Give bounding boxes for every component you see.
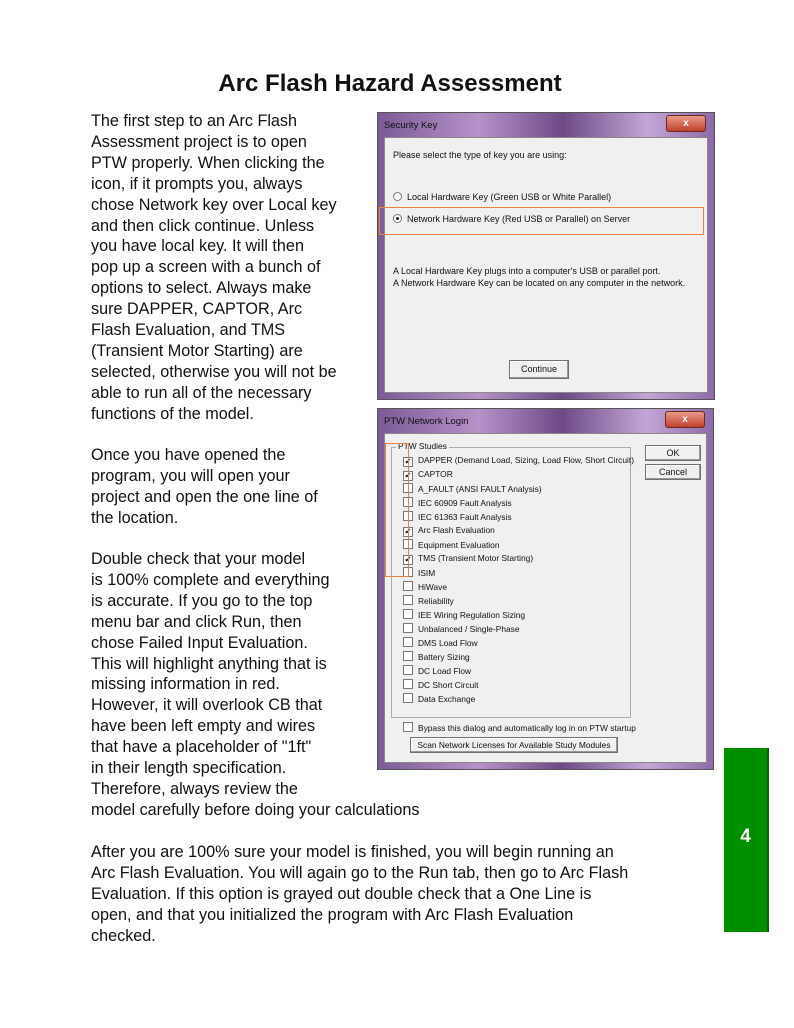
page-number-tab <box>724 748 767 932</box>
checkbox-icon <box>403 637 413 647</box>
page-number: 4 <box>740 826 751 847</box>
text-line: icon, if it prompts you, always <box>91 174 303 193</box>
radio-local-key[interactable] <box>393 192 611 202</box>
text-line: Evaluation. If this option is grayed out double check that a One Line is <box>91 884 592 903</box>
paragraph-intro <box>91 111 337 425</box>
text-line: (Transient Motor Starting) are <box>91 341 303 360</box>
study-checkbox[interactable] <box>403 595 454 606</box>
study-checkbox[interactable] <box>403 623 520 634</box>
text-line: sure DAPPER, CAPTOR, Arc <box>91 300 303 319</box>
text-line: Therefore, always review the <box>91 779 298 798</box>
study-checkbox[interactable] <box>403 581 447 592</box>
study-checkbox[interactable] <box>403 651 470 662</box>
checkbox-label: ISIM <box>418 568 436 578</box>
checkbox-label: Equipment Evaluation <box>418 540 500 550</box>
text-line: missing information in red. <box>91 675 280 694</box>
checkbox-checked-icon: ✔ <box>404 555 412 564</box>
text-line: PTW properly. When clicking the <box>91 153 325 172</box>
text-line: functions of the model. <box>91 404 254 423</box>
checkbox-label: IEC 60909 Fault Analysis <box>418 498 512 508</box>
text-line: you have local key. It will then <box>91 237 304 256</box>
text-line: Arc Flash Evaluation. You will again go to the Run tab, then go to Arc Flash <box>91 863 629 882</box>
study-checkbox[interactable] <box>403 483 542 494</box>
checkbox-label: DMS Load Flow <box>418 638 478 648</box>
checkbox-icon <box>403 665 413 675</box>
text-line: project and open the one line of <box>91 487 318 506</box>
checkbox-icon <box>403 581 413 591</box>
study-checkbox[interactable] <box>403 637 478 648</box>
text-line: Once you have opened the <box>91 446 286 464</box>
checkbox-label: Reliability <box>418 596 454 606</box>
security-key-dialog <box>377 112 715 400</box>
checkbox-label: DC Load Flow <box>418 666 472 676</box>
text-line: have been left empty and wires <box>91 717 316 736</box>
paragraph-open-project <box>91 445 318 529</box>
text-line: After you are 100% sure your model is finished, you will begin running an <box>91 843 614 861</box>
checkbox-label: IEC 61363 Fault Analysis <box>418 512 512 522</box>
study-checkbox[interactable] <box>403 693 475 704</box>
study-checkbox[interactable] <box>403 455 634 467</box>
checkbox-icon <box>403 693 413 703</box>
text-line: pop up a screen with a bunch of <box>91 258 321 277</box>
text-line: chose Failed Input Evaluation. <box>91 633 308 652</box>
close-button[interactable]: x <box>666 115 706 132</box>
study-checkbox[interactable] <box>403 553 533 565</box>
text-line: that have a placeholder of "1ft" <box>91 738 312 757</box>
highlight-box <box>385 443 409 577</box>
prompt-text: Please select the type of key you are using: <box>393 150 567 160</box>
study-checkbox[interactable] <box>403 539 499 550</box>
text-line: Assessment project is to open <box>91 132 307 151</box>
checkbox-label: IEE Wiring Regulation Sizing <box>418 610 526 620</box>
text-line: menu bar and click Run, then <box>91 612 302 631</box>
checkbox-checked-icon: ✔ <box>404 457 412 466</box>
text-line: in their length specification. <box>91 759 287 778</box>
cancel-button[interactable]: Cancel <box>645 464 701 480</box>
text-line: selected, otherwise you will not be <box>91 362 337 381</box>
info-line-2: A Network Hardware Key can be located on any computer in the network. <box>393 278 686 288</box>
study-checkbox[interactable] <box>403 679 479 690</box>
checkbox-label: HiWave <box>418 582 448 592</box>
scan-licenses-button[interactable]: Scan Network Licenses for Available Study Modules <box>410 737 618 753</box>
radio-icon <box>393 192 402 201</box>
text-line: and then click continue. Unless <box>91 216 315 235</box>
checkbox-label: Data Exchange <box>418 694 476 704</box>
text-line: The first step to an Arc Flash <box>91 112 298 130</box>
dialog-title: Security Key <box>384 120 438 131</box>
ptw-network-login-dialog <box>377 408 714 770</box>
text-line: is accurate. If you go to the top <box>91 591 313 610</box>
close-button[interactable]: x <box>665 411 705 428</box>
study-checkbox[interactable] <box>403 609 525 620</box>
study-checkbox[interactable] <box>403 665 471 676</box>
checkbox-label: DAPPER (Demand Load, Sizing, Load Flow, Short Circuit) <box>418 455 634 465</box>
study-checkbox[interactable] <box>403 525 495 537</box>
title-bar <box>378 113 714 137</box>
info-line-1: A Local Hardware Key plugs into a computer's USB or parallel port. <box>393 266 661 276</box>
title-bar <box>378 409 713 433</box>
study-checkbox[interactable] <box>403 469 453 481</box>
text-line: chose Network key over Local key <box>91 195 337 214</box>
text-line: Double check that your model <box>91 550 306 568</box>
dialog-title: PTW Network Login <box>384 416 469 427</box>
radio-label: Local Hardware Key (Green USB or White Parallel) <box>407 192 612 202</box>
checkbox-icon <box>403 623 413 633</box>
checkbox-icon <box>403 609 413 619</box>
checkbox-label: CAPTOR <box>418 469 453 479</box>
ok-button[interactable]: OK <box>645 445 701 461</box>
bypass-checkbox[interactable] <box>403 722 636 733</box>
checkbox-label: Unbalanced / Single-Phase <box>418 624 520 634</box>
page-title: Arc Flash Hazard Assessment <box>218 70 562 97</box>
checkbox-label: DC Short Circuit <box>418 680 479 690</box>
radio-label: Network Hardware Key (Red USB or Parallel) on Server <box>407 214 631 224</box>
checkbox-icon <box>403 595 413 605</box>
text-line: the location. <box>91 508 179 527</box>
checkbox-label: A_FAULT (ANSI FAULT Analysis) <box>418 484 542 494</box>
study-checkbox[interactable] <box>403 511 512 522</box>
text-line: options to select. Always make <box>91 279 312 298</box>
continue-button[interactable]: Continue <box>509 360 569 379</box>
text-line: Flash Evaluation, and TMS <box>91 321 286 340</box>
checkbox-label: Bypass this dialog and automatically log in on PTW startup <box>418 723 636 733</box>
text-line: open, and that you initialized the program with Arc Flash Evaluation <box>91 905 574 924</box>
study-checkbox[interactable] <box>403 497 512 508</box>
checkbox-label: TMS (Transient Motor Starting) <box>418 553 534 563</box>
group-label: PTW Studies <box>398 441 447 451</box>
text-line: program, you will open your <box>91 466 290 485</box>
checkbox-icon <box>403 651 413 661</box>
highlight-box <box>379 207 704 235</box>
text-line: model carefully before doing your calculations <box>91 800 420 819</box>
checkbox-checked-icon: ✔ <box>404 527 412 536</box>
paragraph-double-check <box>91 549 419 821</box>
paragraph-run-evaluation <box>91 842 628 947</box>
checkbox-icon <box>403 679 413 689</box>
text-line: able to run all of the necessary <box>91 383 312 402</box>
text-line: However, it will overlook CB that <box>91 696 323 715</box>
text-line: This will highlight anything that is <box>91 654 327 673</box>
text-line: is 100% complete and everything <box>91 570 330 589</box>
text-line: checked. <box>91 926 156 945</box>
checkbox-label: Arc Flash Evaluation <box>418 525 495 535</box>
checkbox-checked-icon: ✔ <box>404 471 412 480</box>
checkbox-icon <box>403 722 413 732</box>
checkbox-label: Battery Sizing <box>418 652 470 662</box>
